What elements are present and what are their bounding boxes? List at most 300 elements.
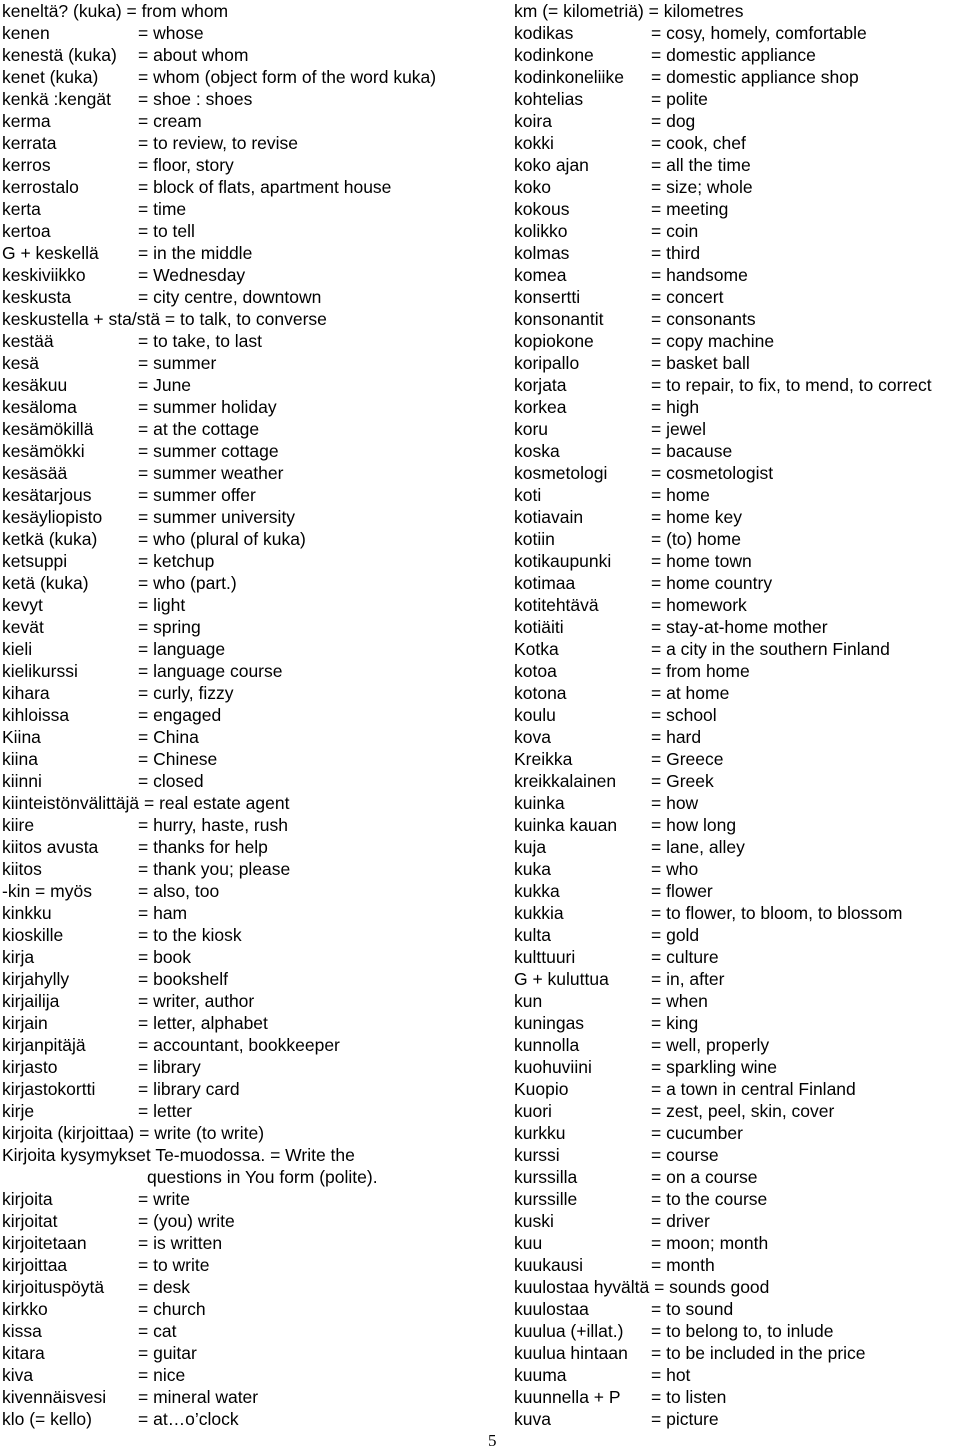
vocab-entry <box>514 1034 960 1056</box>
vocab-entry <box>514 572 960 594</box>
finnish-term: kinkku <box>2 903 52 923</box>
english-definition: = home country <box>651 573 773 593</box>
finnish-term: kesäloma <box>2 397 77 417</box>
finnish-term: kirkko <box>2 1299 48 1319</box>
vocab-entry <box>2 990 472 1012</box>
vocab-entry <box>514 660 960 682</box>
vocab-entry <box>2 594 472 616</box>
vocab-entry <box>2 1408 472 1430</box>
vocab-entry <box>514 330 960 352</box>
finnish-term: koko ajan <box>514 155 589 175</box>
finnish-term: kenen <box>2 23 50 43</box>
vocab-entry <box>514 1320 960 1342</box>
finnish-term: kosmetologi <box>514 463 608 483</box>
english-definition: = summer university <box>138 507 296 527</box>
english-definition: = picture <box>651 1409 719 1429</box>
english-definition: = China <box>138 727 199 747</box>
english-definition: = who <box>651 859 699 879</box>
vocab-entry <box>514 418 960 440</box>
english-definition: = language course <box>138 661 283 681</box>
vocab-entry <box>2 1166 472 1188</box>
finnish-term: klo (= kello) <box>2 1409 92 1429</box>
finnish-term: kerma <box>2 111 51 131</box>
english-definition: = domestic appliance shop <box>651 67 859 87</box>
finnish-term: ketkä (kuka) <box>2 529 98 549</box>
vocab-entry <box>514 1276 960 1298</box>
finnish-term: kihloissa <box>2 705 70 725</box>
finnish-term: kesätarjous <box>2 485 92 505</box>
english-definition: = summer cottage <box>138 441 279 461</box>
english-definition: = in the middle <box>138 243 253 263</box>
finnish-term: kukkia <box>514 903 564 923</box>
english-definition: = coin <box>651 221 699 241</box>
english-definition: = floor, story <box>138 155 234 175</box>
english-definition: = whose <box>138 23 204 43</box>
vocab-entry <box>514 0 960 22</box>
finnish-term: kuulostaa <box>514 1299 589 1319</box>
vocab-entry <box>514 1342 960 1364</box>
finnish-term: koti <box>514 485 542 505</box>
vocab-entry <box>2 264 472 286</box>
vocab-entry <box>514 550 960 572</box>
vocab-entry <box>514 220 960 242</box>
english-definition: = accountant, bookkeeper <box>138 1035 340 1055</box>
english-definition: = on a course <box>651 1167 758 1187</box>
english-definition: = copy machine <box>651 331 775 351</box>
finnish-term: G + kuluttua <box>514 969 609 989</box>
english-definition: = Wednesday <box>138 265 246 285</box>
vocab-entry <box>2 968 472 990</box>
english-definition: = nice <box>138 1365 186 1385</box>
vocab-entry <box>514 682 960 704</box>
finnish-term: kurkku <box>514 1123 566 1143</box>
finnish-term: G + keskellä <box>2 243 99 263</box>
finnish-term: kiinni <box>2 771 42 791</box>
vocab-entry <box>514 242 960 264</box>
vocab-entry <box>2 616 472 638</box>
finnish-term: kulttuuri <box>514 947 576 967</box>
english-definition: = cosmetologist <box>651 463 774 483</box>
vocab-entry <box>2 1056 472 1078</box>
finnish-term: kotiäiti <box>514 617 564 637</box>
vocab-entry <box>514 154 960 176</box>
english-definition: = homework <box>651 595 747 615</box>
vocab-entry <box>514 264 960 286</box>
english-definition: = language <box>138 639 226 659</box>
english-definition: = cosy, homely, comfortable <box>651 23 867 43</box>
vocab-entry <box>2 1012 472 1034</box>
vocab-entry <box>2 308 472 330</box>
english-definition: = to the course <box>651 1189 768 1209</box>
english-definition: = Chinese <box>138 749 218 769</box>
english-definition: = king <box>651 1013 699 1033</box>
vocab-entry <box>2 792 472 814</box>
vocab-entry <box>514 1298 960 1320</box>
english-definition: = when <box>651 991 708 1011</box>
english-definition: = lane, alley <box>651 837 745 857</box>
english-definition: = block of flats, apartment house <box>138 177 392 197</box>
english-definition: = to flower, to bloom, to blossom <box>651 903 903 923</box>
english-definition: = summer <box>138 353 217 373</box>
finnish-term: konsertti <box>514 287 581 307</box>
english-definition: = also, too <box>138 881 220 901</box>
finnish-term: kuori <box>514 1101 552 1121</box>
english-definition: = to tell <box>138 221 195 241</box>
english-definition: = desk <box>138 1277 191 1297</box>
english-definition: = hurry, haste, rush <box>138 815 288 835</box>
vocab-entry <box>514 902 960 924</box>
finnish-term: kuunnella + P <box>514 1387 621 1407</box>
english-definition: = zest, peel, skin, cover <box>651 1101 835 1121</box>
finnish-term: kieli <box>2 639 33 659</box>
english-definition: = third <box>651 243 701 263</box>
finnish-term: kirjasto <box>2 1057 58 1077</box>
english-definition: = spring <box>138 617 201 637</box>
finnish-term: kivennäisvesi <box>2 1387 107 1407</box>
finnish-term: kuukausi <box>514 1255 584 1275</box>
finnish-term: kirjain <box>2 1013 48 1033</box>
english-definition: = Greece <box>651 749 724 769</box>
english-definition: = to take, to last <box>138 331 263 351</box>
vocab-entry <box>514 990 960 1012</box>
vocab-entry <box>514 462 960 484</box>
vocab-entry <box>2 44 472 66</box>
english-definition: = well, properly <box>651 1035 770 1055</box>
vocab-entry <box>514 506 960 528</box>
vocab-entry <box>2 748 472 770</box>
vocab-entry <box>2 1254 472 1276</box>
english-definition: = cook, chef <box>651 133 746 153</box>
english-definition: = how <box>651 793 699 813</box>
vocab-entry <box>514 968 960 990</box>
english-definition: = shoe : shoes <box>138 89 253 109</box>
vocab-entry <box>514 198 960 220</box>
english-definition: = a city in the southern Finland <box>651 639 890 659</box>
finnish-term: kun <box>514 991 543 1011</box>
english-definition: = mineral water <box>138 1387 259 1407</box>
english-definition: = closed <box>138 771 204 791</box>
english-definition: = how long <box>651 815 737 835</box>
finnish-term: kirja <box>2 947 35 967</box>
finnish-term: kihara <box>2 683 50 703</box>
english-definition: = cat <box>138 1321 177 1341</box>
finnish-term: kerros <box>2 155 51 175</box>
finnish-term: kertoa <box>2 221 51 241</box>
entry-text: kirjoita (kirjoittaa) = write (to write) <box>2 1123 265 1143</box>
vocab-entry <box>514 22 960 44</box>
finnish-term: kuva <box>514 1409 551 1429</box>
vocab-entry <box>514 374 960 396</box>
finnish-term: kohtelias <box>514 89 584 109</box>
finnish-term: -kin = myös <box>2 881 92 901</box>
english-definition: = to write <box>138 1255 210 1275</box>
english-definition: = basket ball <box>651 353 750 373</box>
finnish-term: kuningas <box>514 1013 585 1033</box>
english-definition: = school <box>651 705 717 725</box>
english-definition: = ketchup <box>138 551 215 571</box>
english-definition: = library <box>138 1057 201 1077</box>
finnish-term: kerta <box>2 199 41 219</box>
english-definition: = meeting <box>651 199 729 219</box>
vocab-entry <box>2 1100 472 1122</box>
vocab-entry <box>2 528 472 550</box>
english-definition: = about whom <box>138 45 249 65</box>
english-definition: = domestic appliance <box>651 45 816 65</box>
finnish-term: kerrata <box>2 133 57 153</box>
english-definition: = to sound <box>651 1299 734 1319</box>
vocab-entry <box>2 704 472 726</box>
finnish-term: kevät <box>2 617 44 637</box>
finnish-term: kirjailija <box>2 991 60 1011</box>
vocab-entry <box>514 1232 960 1254</box>
finnish-term: kesäkuu <box>2 375 68 395</box>
english-definition: = hot <box>651 1365 691 1385</box>
vocab-entry <box>2 1320 472 1342</box>
vocab-entry <box>514 1210 960 1232</box>
finnish-term: kuja <box>514 837 547 857</box>
english-definition: = culture <box>651 947 719 967</box>
finnish-term: kenestä (kuka) <box>2 45 117 65</box>
vocab-entry <box>514 594 960 616</box>
vocab-entry <box>514 66 960 88</box>
finnish-term: ketsuppi <box>2 551 68 571</box>
english-definition: = to the kiosk <box>138 925 242 945</box>
english-definition: = high <box>651 397 700 417</box>
english-definition: = home key <box>651 507 742 527</box>
finnish-term: keskusta <box>2 287 72 307</box>
english-definition: = at the cottage <box>138 419 260 439</box>
finnish-term: kiina <box>2 749 38 769</box>
finnish-term: kuulua (+illat.) <box>514 1321 624 1341</box>
english-definition: = to repair, to fix, to mend, to correct <box>651 375 932 395</box>
vocab-entry <box>514 748 960 770</box>
finnish-term: kielikurssi <box>2 661 78 681</box>
finnish-term: kesämökillä <box>2 419 94 439</box>
vocab-entry <box>514 1056 960 1078</box>
vocab-entry <box>2 1188 472 1210</box>
vocab-entry <box>2 506 472 528</box>
english-definition: = driver <box>651 1211 710 1231</box>
finnish-term: Kuopio <box>514 1079 569 1099</box>
finnish-term: kodinkone <box>514 45 594 65</box>
vocab-entry <box>514 484 960 506</box>
vocab-entry <box>514 1078 960 1100</box>
english-definition: = jewel <box>651 419 706 439</box>
english-definition: = time <box>138 199 187 219</box>
vocab-entry <box>514 132 960 154</box>
english-definition: = home town <box>651 551 752 571</box>
english-definition: = dog <box>651 111 696 131</box>
finnish-term: koru <box>514 419 549 439</box>
vocab-entry <box>2 286 472 308</box>
finnish-term: konsonantit <box>514 309 604 329</box>
english-definition: = to belong to, to inlude <box>651 1321 834 1341</box>
finnish-term: kurssi <box>514 1145 560 1165</box>
vocab-entry <box>2 638 472 660</box>
entry-text: Kirjoita kysymykset Te-muodossa. = Write the <box>2 1145 355 1165</box>
entry-continuation: questions in You form (polite). <box>147 1167 378 1187</box>
finnish-term: kerrostalo <box>2 177 79 197</box>
vocab-entry <box>514 1364 960 1386</box>
finnish-term: kotitehtävä <box>514 595 599 615</box>
english-definition: = write <box>138 1189 191 1209</box>
finnish-term: kotikaupunki <box>514 551 612 571</box>
english-definition: = (to) home <box>651 529 741 549</box>
vocab-entry <box>514 726 960 748</box>
english-definition: = from home <box>651 661 750 681</box>
english-definition: = stay-at-home mother <box>651 617 828 637</box>
vocab-entry <box>2 66 472 88</box>
vocab-entry <box>2 1276 472 1298</box>
english-definition: = is written <box>138 1233 223 1253</box>
finnish-term: kodikas <box>514 23 574 43</box>
english-definition: = June <box>138 375 192 395</box>
finnish-term: kestää <box>2 331 54 351</box>
finnish-term: kirjanpitäjä <box>2 1035 86 1055</box>
finnish-term: kesä <box>2 353 39 373</box>
vocab-entry <box>2 572 472 594</box>
finnish-term: kuka <box>514 859 551 879</box>
vocab-entry <box>514 528 960 550</box>
english-definition: = home <box>651 485 710 505</box>
vocab-entry <box>514 44 960 66</box>
english-definition: = summer weather <box>138 463 284 483</box>
vocab-entry <box>2 1364 472 1386</box>
vocab-entry <box>2 1122 472 1144</box>
vocab-entry <box>2 1386 472 1408</box>
english-definition: = all the time <box>651 155 751 175</box>
entry-text: keskustella + sta/stä = to talk, to converse <box>2 309 327 329</box>
finnish-term: kulta <box>514 925 551 945</box>
english-definition: = gold <box>651 925 700 945</box>
finnish-term: kotoa <box>514 661 557 681</box>
vocab-entry <box>2 814 472 836</box>
finnish-term: korjata <box>514 375 567 395</box>
finnish-term: kotimaa <box>514 573 576 593</box>
entry-text: keneltä? (kuka) = from whom <box>2 1 229 21</box>
finnish-term: kioskille <box>2 925 64 945</box>
english-definition: = summer holiday <box>138 397 277 417</box>
finnish-term: kunnolla <box>514 1035 580 1055</box>
vocab-entry <box>2 154 472 176</box>
english-definition: = light <box>138 595 186 615</box>
vocab-entry <box>2 330 472 352</box>
english-definition: = at home <box>651 683 730 703</box>
vocab-entry <box>2 880 472 902</box>
finnish-term: kenkä :kengät <box>2 89 111 109</box>
english-definition: = engaged <box>138 705 222 725</box>
vocab-entry <box>514 1188 960 1210</box>
finnish-term: kokous <box>514 199 570 219</box>
finnish-term: ketä (kuka) <box>2 573 89 593</box>
entry-text: kiinteistönvälittäjä = real estate agent <box>2 793 290 813</box>
vocab-entry <box>514 880 960 902</box>
vocab-entry <box>514 1166 960 1188</box>
finnish-term: kirjastokortti <box>2 1079 96 1099</box>
right-column <box>514 0 960 1430</box>
english-definition: = size; whole <box>651 177 753 197</box>
vocab-entry <box>2 836 472 858</box>
english-definition: = course <box>651 1145 719 1165</box>
english-definition: = Greek <box>651 771 714 791</box>
finnish-term: kuuma <box>514 1365 567 1385</box>
vocab-entry <box>2 396 472 418</box>
finnish-term: kissa <box>2 1321 42 1341</box>
english-definition: = hard <box>651 727 702 747</box>
finnish-term: keskiviikko <box>2 265 86 285</box>
english-definition: = thank you; please <box>138 859 291 879</box>
english-definition: = cream <box>138 111 202 131</box>
vocab-entry <box>514 1100 960 1122</box>
english-definition: = who (part.) <box>138 573 237 593</box>
finnish-term: kuski <box>514 1211 554 1231</box>
finnish-term: Kreikka <box>514 749 573 769</box>
vocab-entry <box>2 132 472 154</box>
english-definition: = concert <box>651 287 724 307</box>
vocab-entry <box>514 286 960 308</box>
vocab-entry <box>2 550 472 572</box>
vocab-entry <box>514 440 960 462</box>
english-definition: = consonants <box>651 309 756 329</box>
vocab-entry <box>2 0 472 22</box>
vocab-entry <box>514 704 960 726</box>
finnish-term: kuinka kauan <box>514 815 618 835</box>
finnish-term: kirjoita <box>2 1189 53 1209</box>
finnish-term: komea <box>514 265 567 285</box>
finnish-term: kesäyliopisto <box>2 507 103 527</box>
vocab-entry <box>2 726 472 748</box>
vocab-entry <box>2 22 472 44</box>
english-definition: = moon; month <box>651 1233 769 1253</box>
finnish-term: kesäsää <box>2 463 68 483</box>
vocab-entry <box>514 946 960 968</box>
page-number: 5 <box>488 1431 497 1450</box>
vocab-entry <box>2 1078 472 1100</box>
finnish-term: kuinka <box>514 793 565 813</box>
vocab-entry <box>514 836 960 858</box>
left-column <box>2 0 472 1430</box>
vocab-entry <box>2 484 472 506</box>
finnish-term: kuohuviini <box>514 1057 592 1077</box>
finnish-term: kokki <box>514 133 554 153</box>
vocab-entry <box>2 682 472 704</box>
vocab-entry <box>514 770 960 792</box>
finnish-term: kirjahylly <box>2 969 70 989</box>
vocab-entry <box>514 792 960 814</box>
vocab-entry <box>2 660 472 682</box>
finnish-term: kova <box>514 727 551 747</box>
finnish-term: kiitos <box>2 859 42 879</box>
vocab-entry <box>2 198 472 220</box>
finnish-term: kirjoitetaan <box>2 1233 87 1253</box>
finnish-term: koko <box>514 177 551 197</box>
vocab-entry <box>2 242 472 264</box>
vocab-entry <box>514 110 960 132</box>
vocab-entry <box>2 946 472 968</box>
english-definition: = to review, to revise <box>138 133 299 153</box>
finnish-term: kotiin <box>514 529 555 549</box>
vocab-entry <box>514 352 960 374</box>
english-definition: = sparkling wine <box>651 1057 777 1077</box>
finnish-term: kiitos avusta <box>2 837 99 857</box>
finnish-term: kirje <box>2 1101 35 1121</box>
english-definition: = at…o’clock <box>138 1409 239 1429</box>
vocab-entry <box>514 638 960 660</box>
english-definition: = (you) write <box>138 1211 235 1231</box>
finnish-term: kesämökki <box>2 441 85 461</box>
finnish-term: kirjoituspöytä <box>2 1277 105 1297</box>
english-definition: = whom (object form of the word kuka) <box>138 67 437 87</box>
